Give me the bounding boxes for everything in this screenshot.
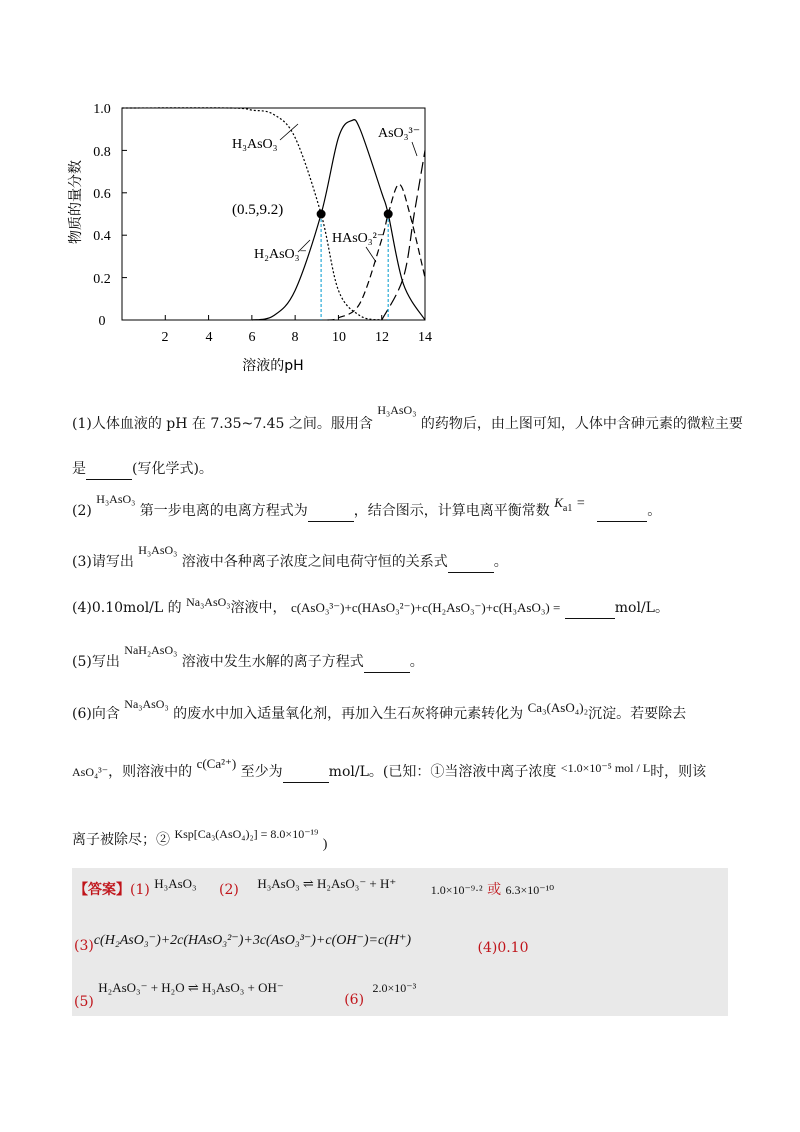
q6-ksp: Ksp[Ca₃(AsO₄)₂] = 8.0×10⁻¹⁹: [174, 827, 319, 841]
q3-formula: H₃AsO₃: [138, 543, 178, 557]
answer-6: 2.0×10⁻³: [372, 981, 417, 995]
label-aso3: AsO₃³⁻: [378, 126, 421, 141]
q4-text-c: mol/L。: [614, 600, 669, 616]
label-h2aso3: H₂AsO₃⁻: [254, 247, 307, 262]
question-6-line-3: [72, 827, 328, 852]
answer-2: H₃AsO₃ ⇌ H₂AsO₃⁻ + H⁺: [257, 876, 397, 891]
q6-text-h: 时，则该: [650, 764, 707, 780]
answer-blank: [364, 652, 410, 673]
question-3: [72, 543, 508, 573]
answer-5: H₂AsO₃⁻ + H₂O ⇌ H₃AsO₃ + OH⁻: [98, 980, 284, 995]
answer-1-number: (1): [130, 882, 150, 898]
q6-formula: Na₃AsO₃: [124, 697, 169, 711]
answer-5-number: (5): [74, 994, 94, 1010]
q6-ion-formula: AsO₄³⁻: [72, 765, 109, 779]
q1-text-a: (1)人体血液的 pH 在 7.35~7.45 之间。服用含: [72, 416, 373, 432]
q2-formula: H₃AsO₃: [96, 492, 136, 506]
q6-text-i: 离子被除尽；②: [72, 832, 170, 848]
question-1-line-2: [72, 459, 213, 480]
q6-condition: <1.0×10⁻⁵ mol / L: [560, 761, 651, 775]
question-2: [72, 492, 662, 523]
q6-text-e: ，则溶液中的: [108, 764, 193, 780]
q5-text-c: 。: [409, 654, 424, 670]
q1-text-b: 的药物后，由上图可知，人体中含砷元素的微粒主要: [420, 416, 743, 432]
label-haso3: HAsO₃²⁻: [332, 231, 385, 246]
q6-text-a: (6)向含: [72, 706, 120, 722]
q1-text-d: (写化学式)。: [132, 461, 213, 477]
q3-text-b: 溶液中各种离子浓度之间电荷守恒的关系式: [181, 554, 448, 570]
q2-equals: =: [576, 496, 585, 511]
answer-blank: [283, 762, 329, 783]
species-distribution-chart: [60, 90, 440, 380]
q6-expression: c(Ca²⁺): [196, 756, 237, 771]
x-tick-label: 14: [418, 330, 432, 345]
question-6-line-2: [72, 756, 707, 783]
x-axis-label: 溶液的pH: [242, 358, 304, 374]
q3-text-c: 。: [493, 554, 508, 570]
answer-blank: [565, 598, 615, 619]
q6-formula-2: Ca₃(AsO₄)₂: [527, 700, 589, 715]
leader-haso3: [366, 247, 376, 262]
q4-text-a: (4)0.10mol/L 的: [72, 600, 182, 616]
intersection-point: [384, 210, 393, 219]
q5-text-b: 溶液中发生水解的离子方程式: [181, 654, 364, 670]
q2-text-d: 。: [647, 503, 662, 519]
q2-k: K: [554, 495, 563, 510]
answer-4: (4)0.10: [477, 940, 529, 956]
label-h3aso3: H₃AsO₃: [232, 137, 278, 152]
x-tick-label: 4: [205, 330, 213, 345]
q5-formula: NaH₂AsO₃: [124, 643, 178, 657]
q1-text-c: 是: [72, 461, 86, 477]
q4-text-b: 溶液中，: [230, 600, 287, 616]
answer-2-k2: 6.3×10⁻¹⁰: [505, 883, 555, 897]
answer-row-1: [74, 876, 555, 900]
q2-text-c: ，结合图示，计算电离平衡常数: [353, 503, 550, 519]
q2-text-b: 第一步电离的电离方程式为: [139, 503, 308, 519]
q6-text-c: 沉淀。若要除去: [588, 706, 687, 722]
answer-1: H₃AsO₃: [154, 876, 197, 891]
intersection-point: [317, 210, 326, 219]
y-axis-label: 物质的量分数: [68, 160, 84, 244]
question-4: [72, 595, 669, 619]
q2-text-a: (2): [72, 503, 92, 519]
answer-6-number: (6): [344, 992, 365, 1008]
x-tick-label: 2: [161, 330, 169, 345]
answer-2-number: (2): [219, 882, 239, 898]
y-tick-label: 1.0: [93, 102, 111, 117]
leader-aso3: [412, 142, 417, 156]
q2-k-subscript: a1: [562, 503, 573, 514]
q1-formula: H₃AsO₃: [377, 403, 417, 417]
answer-3: c(H₂AsO₃⁻)+2c(HAsO₃²⁻)+3c(AsO₃³⁻)+c(OH⁻)=c(H⁺): [93, 933, 412, 948]
answer-blank: [448, 552, 494, 573]
answer-blank: [86, 459, 132, 480]
y-tick-label: 0.2: [93, 272, 111, 287]
q6-text-f: 至少为: [240, 764, 283, 780]
answer-2-or: 或: [487, 882, 502, 898]
answer-row-2: [74, 930, 529, 956]
x-tick-label: 10: [332, 330, 346, 345]
q4-expression: c(AsO₃³⁻)+c(HAsO₃²⁻)+c(H₂AsO₃⁻)+c(H₃AsO₃) =: [290, 600, 561, 615]
y-tick-label: 0.8: [93, 145, 111, 160]
q6-text-b: 的废水中加入适量氧化剂，再加入生石灰将砷元素转化为: [173, 706, 524, 722]
q4-formula: Na₃AsO₃: [186, 595, 231, 609]
answer-2-k1: 1.0×10⁻⁹·²: [430, 883, 483, 897]
q5-text-a: (5)写出: [72, 654, 120, 670]
y-tick-label: 0: [98, 314, 106, 329]
question-1-line-1: [72, 403, 743, 434]
answer-blank: [597, 501, 647, 522]
q3-text-a: (3)请写出: [72, 554, 134, 570]
x-tick-label: 8: [291, 330, 299, 345]
y-tick-label: 0.6: [93, 187, 111, 202]
x-tick-label: 6: [248, 330, 256, 345]
q6-text-g: mol/L。(已知：①当溶液中离子浓度: [328, 764, 557, 780]
answer-3-number: (3): [74, 938, 94, 954]
answer-blank: [308, 501, 354, 522]
question-6-line-1: [72, 697, 687, 724]
answer-tag: 【答案】: [74, 882, 130, 898]
question-5: [72, 643, 424, 673]
y-tick-label: 0.4: [93, 229, 111, 244]
q6-text-j: ): [322, 837, 328, 852]
x-tick-label: 12: [375, 330, 389, 345]
answer-row-3: [74, 978, 417, 1010]
point-label: (0.5,9.2): [232, 202, 284, 218]
